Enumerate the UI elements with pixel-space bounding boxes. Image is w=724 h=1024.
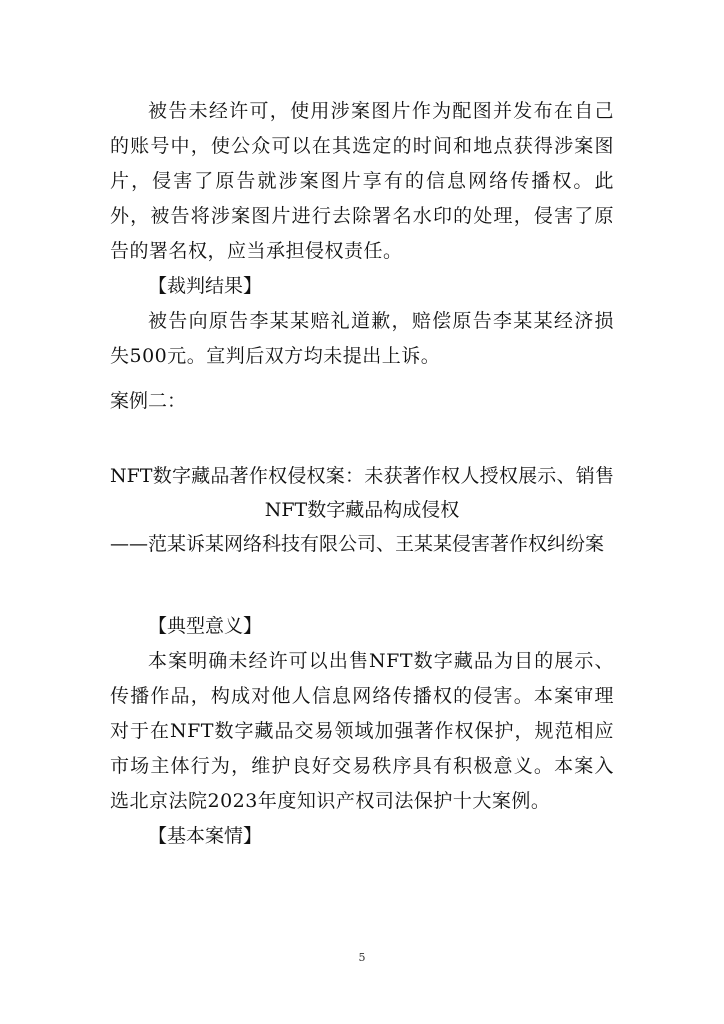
- paragraph-judgment-result: 被告向原告李某某赔礼道歉，赔偿原告李某某经济损失500元。宣判后双方均未提出上诉。: [110, 310, 614, 367]
- document-page: [110, 94, 614, 854]
- heading-basic-facts: 【基本案情】: [148, 825, 263, 847]
- spacer: [110, 561, 614, 609]
- page-number: 5: [358, 951, 366, 964]
- paragraph-typical-significance: 本案明确未经许可以出售NFT数字藏品为目的展示、传播作品，构成对他人信息网络传播权的侵害。本案审理对于在NFT数字藏品交易领域加强著作权保护，规范相应市场主体行为，维护良好交易秩序具有积极意义。本案入选北京法院2023年度知识产权司法保护十大案例。: [110, 650, 614, 812]
- case-title-line-1: NFT数字藏品著作权侵权案：未获著作权人授权展示、销售: [110, 465, 614, 487]
- case-subtitle: ——范某诉某网络科技有限公司、王某某侵害著作权纠纷案: [110, 533, 605, 555]
- case-label: 案例二：: [110, 390, 187, 412]
- heading-judgment-result: 【裁判结果】: [148, 275, 263, 297]
- case-title: [110, 459, 614, 561]
- heading-typical-significance: 【典型意义】: [148, 615, 263, 637]
- paragraph-infringement-analysis: 被告未经许可，使用涉案图片作为配图并发布在自己的账号中，使公众可以在其选定的时间和地点获得涉案图片，侵害了原告就涉案图片享有的信息网络传播权。此外，被告将涉案图片进行去除署名水印的处理，侵害了原告的署名权，应当承担侵权责任。: [110, 100, 614, 262]
- case-title-line-2: NFT数字藏品构成侵权: [264, 499, 460, 521]
